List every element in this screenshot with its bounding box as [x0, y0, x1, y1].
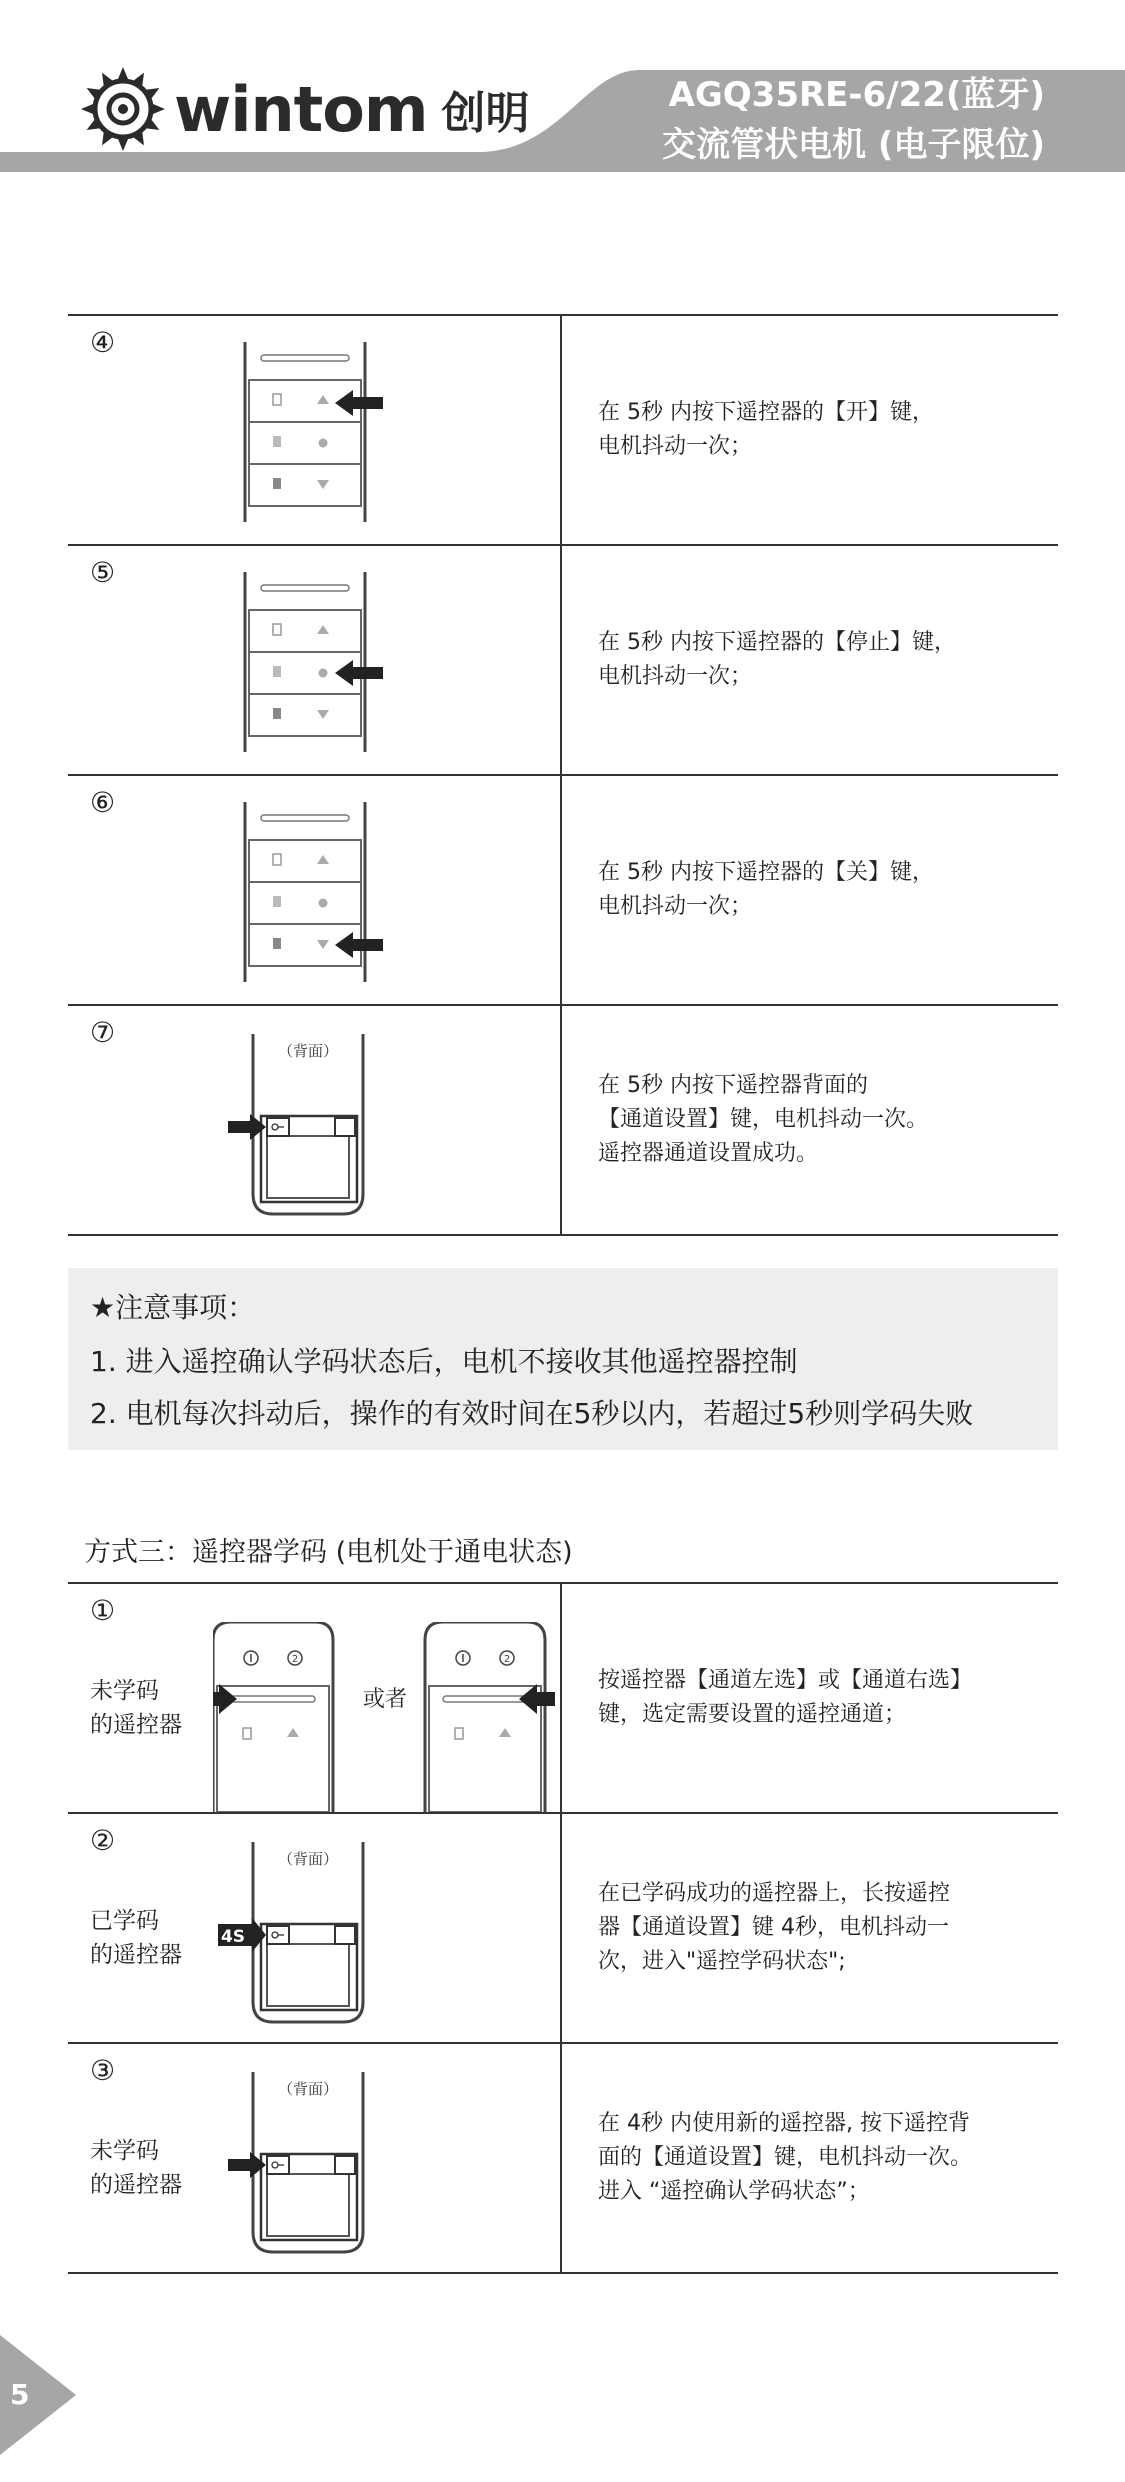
section-title: 方式三：遥控器学码 (电机处于通电状态): [84, 1537, 573, 1568]
step-description: 在 5秒 内按下遥控器的【开】键， 电机抖动一次；: [598, 400, 934, 459]
model-description: 交流管状电机 (电子限位): [662, 125, 1045, 165]
step-row: [68, 1006, 1058, 1236]
model-number: AGQ35RE-6/22(蓝牙): [668, 75, 1045, 115]
back-label: （背面）: [277, 1042, 339, 1060]
brand-name-cn: 创明: [441, 88, 530, 139]
step-description: 在 5秒 内按下遥控器背面的 【通道设置】键，电机抖动一次。 遥控器通道设置成功。: [598, 1073, 929, 1166]
svg-text:2: 2: [291, 1654, 299, 1665]
step-description: 按遥控器【通道左选】或【通道右选】 键，选定需要设置的遥控通道；: [598, 1668, 973, 1727]
steps-table-upper: [68, 314, 1058, 1236]
remote-front-figure: [243, 802, 483, 982]
back-label: （背面）: [277, 1850, 339, 1868]
step-row: [68, 316, 1058, 546]
remote-front-figure: [243, 342, 483, 522]
notice-box: [68, 1268, 1058, 1450]
step-row: [68, 1584, 1058, 1814]
remote-back-figure: [228, 2072, 448, 2258]
step-description: 在已学码成功的遥控器上，长按遥控 器【通道设置】键 4秒，电机抖动一 次，进入"遥控学码状态";: [598, 1881, 951, 1974]
notice-item: 1. 进入遥控确认学码状态后，电机不接收其他遥控器控制: [90, 1345, 798, 1378]
step-description: 在 5秒 内按下遥控器的【关】键， 电机抖动一次；: [598, 860, 934, 919]
back-label: （背面）: [277, 2080, 339, 2098]
remote-channel-figure: [213, 1622, 558, 1812]
brand-logo: [80, 64, 530, 154]
step-number: ④: [90, 326, 116, 359]
sun-logo-icon: [80, 66, 166, 152]
step-description: 在 5秒 内按下遥控器的【停止】键， 电机抖动一次；: [598, 630, 956, 689]
notice-title: ★注意事项：: [90, 1291, 256, 1324]
step-number: ①: [90, 1594, 116, 1627]
notice-item: 2. 电机每次抖动后，操作的有效时间在5秒以内，若超过5秒则学码失败: [90, 1397, 974, 1430]
step-number: ③: [90, 2054, 116, 2087]
remote-status-label: 未学码 的遥控器: [90, 2138, 182, 2198]
step-row: [68, 776, 1058, 1006]
remote-front-figure: [243, 572, 483, 752]
step-row: [68, 1814, 1058, 2044]
step-number: ⑥: [90, 786, 116, 819]
step-number: ⑤: [90, 556, 116, 589]
step-description: 在 4秒 内使用新的遥控器, 按下遥控背 面的【通道设置】键，电机抖动一次。 进入 “遥控确认学码状态”；: [598, 2111, 973, 2204]
page-header: [0, 0, 1125, 180]
hold-duration-label: 4S: [220, 1927, 246, 1947]
step-row: [68, 2044, 1058, 2274]
remote-right: [425, 1622, 555, 1812]
remote-status-label: 未学码 的遥控器: [90, 1678, 182, 1738]
or-label: 或者: [362, 1687, 408, 1712]
remote-status-label: 已学码 的遥控器: [90, 1908, 182, 1968]
remote-back-figure: [228, 1034, 448, 1220]
step-number: ⑦: [90, 1016, 116, 1049]
steps-table-method3: [68, 1582, 1058, 2274]
remote-back-figure: [218, 1842, 448, 2028]
page-number: 5: [10, 2378, 30, 2411]
step-number: ②: [90, 1824, 116, 1857]
brand-wordmark: wintom: [174, 72, 428, 146]
model-title: [662, 70, 1045, 170]
svg-text:2: 2: [503, 1654, 511, 1665]
step-row: [68, 546, 1058, 776]
remote-left: [213, 1622, 333, 1812]
